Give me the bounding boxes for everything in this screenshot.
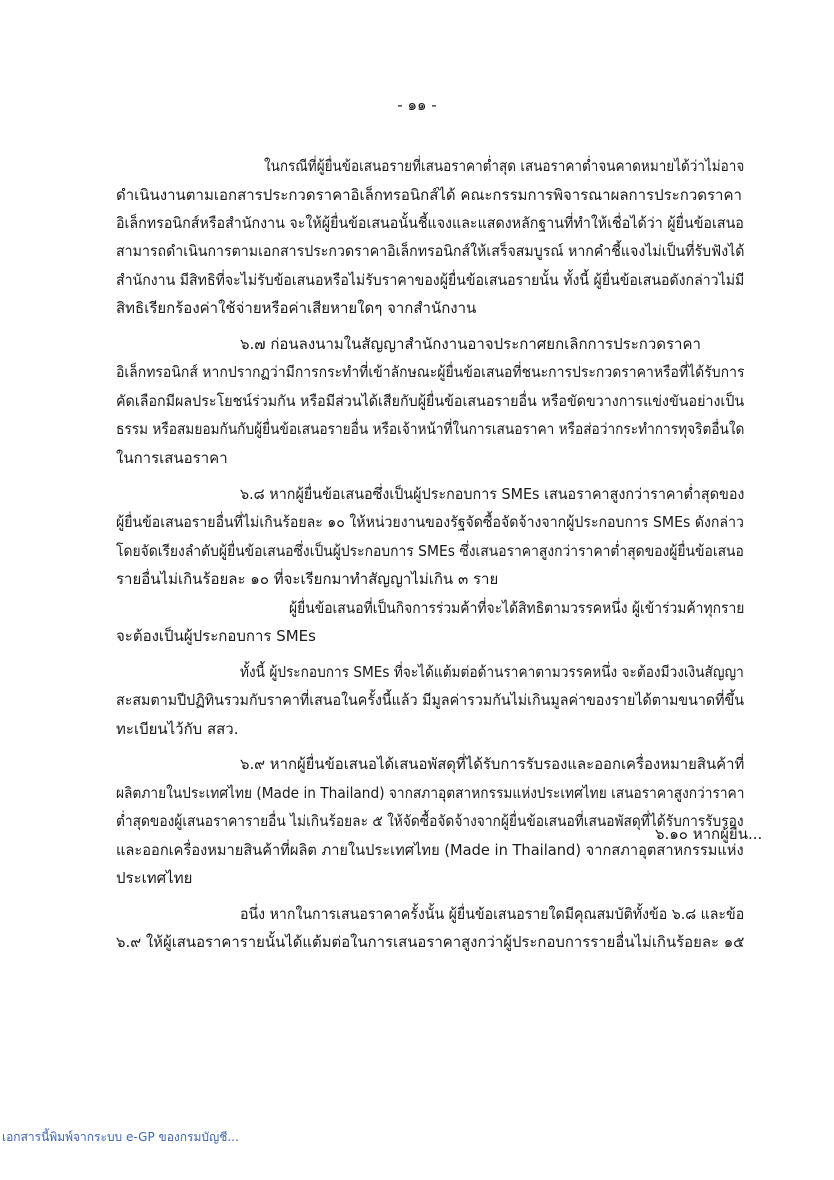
text-line: และออกเครื่องหมายสินค้าที่ผลิต ภายในประเทศไทย (Made in Thailand) จากสภาอุตสาหกรรมแห่ง (116, 841, 744, 859)
text-line: ทะเบียนไว้กับ สสว. (116, 720, 239, 738)
continuation-text: ๖.๑๐ หากผู้ยื่น... (655, 825, 763, 843)
text-line: จะต้องเป็นผู้ประกอบการ SMEs (116, 627, 316, 645)
text-line: สะสมตามปีปฏิทินรวมกับราคาที่เสนอในครั้งนี้แล้ว มีมูลค่ารวมกันไม่เกินมูลค่าของรายได้ตามขนาดที่ขึ้น (116, 691, 745, 709)
text-line: ผู้ยื่นข้อเสนอที่เป็นกิจการร่วมค้าที่จะได้สิทธิตามวรรคหนึ่ง ผู้เข้าร่วมค้าทุกราย (289, 599, 745, 617)
watermark: เอกสารนี้พิมพ์จากระบบ e-GP ของกรมบัญชี... (2, 1130, 239, 1144)
text-line: โดยจัดเรียงลำดับผู้ยื่นข้อเสนอซึ่งเป็นผู้ประกอบการ SMEs ซึ่งเสนอราคาสูงกว่าราคาต่ำสุดของผู้ยื่นข้อเสนอ (116, 542, 744, 560)
text-line: อนึ่ง หากในการเสนอราคาครั้งนั้น ผู้ยื่นข้อเสนอรายใดมีคุณสมบัติทั้งข้อ ๖.๘ และข้อ (240, 905, 745, 923)
text-line: ทั้งนี้ ผู้ประกอบการ SMEs ที่จะได้แต้มต่อด้านราคาตามวรรคหนึ่ง จะต้องมีวงเงินสัญญา (240, 663, 744, 681)
text-line: ในการเสนอราคา (116, 449, 228, 467)
text-line: ๖.๙ หากผู้ยื่นข้อเสนอได้เสนอพัสดุที่ได้รับการรับรองและออกเครื่องหมายสินค้าที่ (240, 755, 745, 773)
text-line: ดำเนินงานตามเอกสารประกวดราคาอิเล็กทรอนิกส์ได้ คณะกรรมการพิจารณาผลการประกวดราคา (116, 186, 742, 204)
text-line: สิทธิเรียกร้องค่าใช้จ่ายหรือค่าเสียหายใดๆ จากสำนักงาน (116, 299, 477, 317)
text-line: ๖.๗ ก่อนลงนามในสัญญาสำนักงานอาจประกาศยกเลิกการประกวดราคา (240, 335, 701, 353)
text-line: สำนักงาน มีสิทธิที่จะไม่รับข้อเสนอหรือไม่รับราคาของผู้ยื่นข้อเสนอรายนั้น ทั้งนี้ ผู้ยื่นข้อเสนอดังกล่าวไม่มี (116, 271, 745, 289)
text-line: ต่ำสุดของผู้เสนอราคารายอื่น ไม่เกินร้อยละ ๕ ให้จัดซื้อจัดจ้างจากผู้ยื่นข้อเสนอที่เสนอพัสดุที่ได้รับการรับรอง (116, 812, 744, 830)
text-line: ผู้ยื่นข้อเสนอรายอื่นที่ไม่เกินร้อยละ ๑๐ ให้หน่วยงานของรัฐจัดซื้อจัดจ้างจากผู้ประกอบการ SMEs ดังกล่าว (116, 513, 744, 531)
text-line: คัดเลือกมีผลประโยชน์ร่วมกัน หรือมีส่วนได้เสียกับผู้ยื่นข้อเสนอรายอื่น หรือขัดขวางการแข่งขันอย่างเป็น (116, 392, 745, 410)
text-line: ๖.๘ หากผู้ยื่นข้อเสนอซึ่งเป็นผู้ประกอบการ SMEs เสนอราคาสูงกว่าราคาต่ำสุดของ (240, 485, 745, 503)
text-line: สามารถดำเนินการตามเอกสารประกวดราคาอิเล็กทรอนิกส์ให้เสร็จสมบูรณ์ หากคำชี้แจงไม่เป็นที่รับฟังได้ (116, 242, 745, 260)
text-line: ผลิตภายในประเทศไทย (Made in Thailand) จากสภาอุตสาหกรรมแห่งประเทศไทย เสนอราคาสูงกว่าราคา (116, 784, 745, 802)
text-line: อิเล็กทรอนิกส์หรือสำนักงาน จะให้ผู้ยื่นข้อเสนอนั้นชี้แจงและแสดงหลักฐานที่ทำให้เชื่อได้ว่า ผู้ยื่นข้อเสนอ (116, 214, 744, 232)
text-line: ๖.๙ ให้ผู้เสนอราคารายนั้นได้แต้มต่อในการเสนอราคาสูงกว่าผู้ประกอบการรายอื่นไม่เกินร้อยละ ๑๕ (116, 933, 745, 951)
text-line: ประเทศไทย (116, 869, 193, 887)
page-number: - ๑๑ - (397, 96, 437, 114)
text-line: อิเล็กทรอนิกส์ หากปรากฏว่ามีการกระทำที่เข้าลักษณะผู้ยื่นข้อเสนอที่ชนะการประกวดราคาหรือที่ได้รับการ (116, 363, 745, 381)
text-line: ธรรม หรือสมยอมกันกับผู้ยื่นข้อเสนอรายอื่น หรือเจ้าหน้าที่ในการเสนอราคา หรือส่อว่ากระทำการทุจริตอื่นใด (116, 420, 745, 438)
text-line: ในกรณีที่ผู้ยื่นข้อเสนอรายที่เสนอราคาต่ำสุด เสนอราคาต่ำจนคาดหมายได้ว่าไม่อาจ (264, 157, 745, 175)
text-line: รายอื่นไม่เกินร้อยละ ๑๐ ที่จะเรียกมาทำสัญญาไม่เกิน ๓ ราย (116, 570, 499, 588)
